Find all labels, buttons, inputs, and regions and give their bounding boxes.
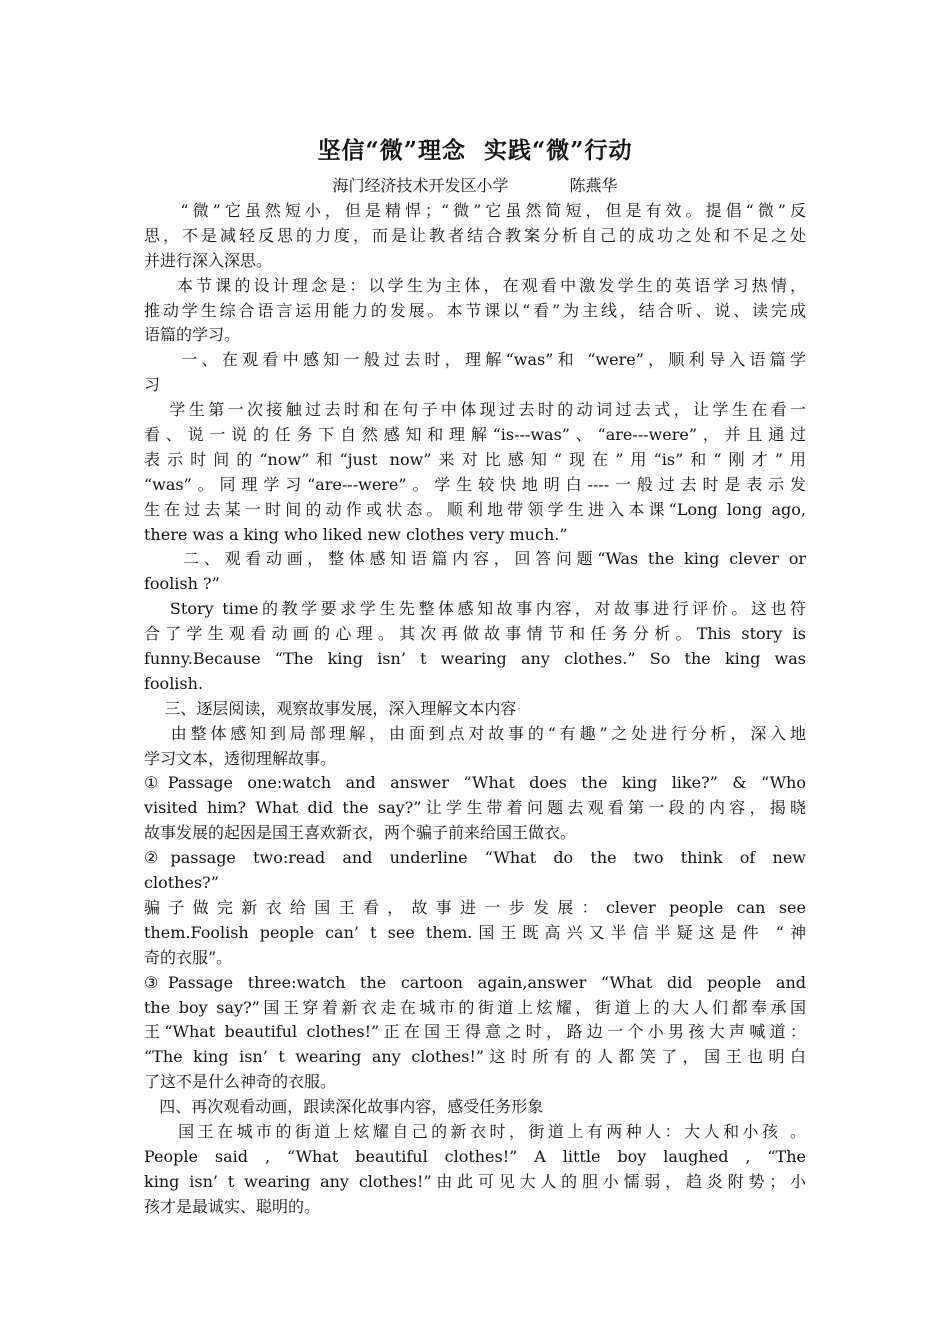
text-line: 孩才是最诚实、聪明的。 — [144, 1196, 321, 1216]
text-line: them.Foolish people can’ t see them.国王既高兴又半信半疑这是件 “神 — [144, 922, 806, 942]
text-line: 二、观看动画，整体感知语篇内容，回答问题“Was the king clever or — [144, 549, 806, 569]
text-line: foolish. — [144, 673, 204, 693]
text-line: 并进行深入深思。 — [144, 250, 273, 270]
text-line: 国王在城市的街道上炫耀自己的新衣时，街道上有两种人：大人和小孩 。 — [144, 1121, 806, 1141]
text-line: 生在过去某一时间的动作或状态。顺利地带领学生进入本课“Long long ago, — [144, 499, 806, 519]
text-line: 由整体感知到局部理解，由面到点对故事的“有趣”之处进行分析，深入地 — [144, 723, 806, 743]
text-line: 学生第一次接触过去时和在句子中体现过去时的动词过去式，让学生在看一 — [144, 400, 806, 420]
text-line: 骗子做完新衣给国王看，故事进一步发展：clever people can see — [144, 897, 806, 917]
text-line: 本节课的设计理念是：以学生为主体，在观看中激发学生的英语学习热情， — [144, 275, 806, 295]
text-line: Story time的教学要求学生先整体感知故事内容，对故事进行评价。这也符 — [144, 599, 806, 619]
text-line: ②passage two:read and underline “What do the two think of new — [144, 848, 806, 868]
text-line: ③Passage three:watch the cartoon again,answer “What did people and — [144, 972, 806, 992]
text-line: 学习文本，透彻理解故事。 — [144, 748, 337, 768]
text-line: 看、说一说的任务下自然感知和理解“is---was”、“are---were”，并且通过 — [144, 425, 806, 445]
text-line: king isn’ t wearing any clothes!”由此可见大人的胆小懦弱，趋炎附势；小 — [144, 1171, 806, 1191]
text-line: 王“What beautiful clothes!”正在国王得意之时，路边一个小男孩大声喊道： — [144, 1022, 806, 1042]
text-line: 三、逐层阅读，观察故事发展，深入理解文本内容 — [144, 698, 517, 718]
text-line: 习 — [144, 375, 161, 395]
text-line: 奇的衣服”。 — [144, 947, 233, 967]
text-line: ①Passage one:watch and answer “What does the king like?” & “Who — [144, 773, 806, 793]
text-line: 四、再次观看动画，跟读深化故事内容，感受任务形象 — [144, 1097, 544, 1117]
text-line: 表示时间的“now”和“just now”来对比感知“现在”用“is”和“刚才”用 — [144, 449, 806, 469]
text-line: “The king isn’ t wearing any clothes!”这时所有的人都笑了，国王也明白 — [144, 1047, 806, 1067]
text-line: “微”它虽然短小，但是精悍；“微”它虽然简短，但是有效。提倡“微”反 — [144, 201, 806, 220]
text-line: “was”。同理学习“are---were”。学生较快地明白----一般过去时是表示发 — [144, 474, 806, 494]
text-line: clothes?” — [144, 873, 219, 893]
text-line: People said , “What beautiful clothes!” A little boy laughed , “The — [144, 1146, 806, 1166]
text-line: 合了学生观看动画的心理。其次再做故事情节和任务分析。This story is — [144, 624, 806, 644]
text-line: foolish ?” — [144, 574, 220, 594]
text-line: 了这不是什么神奇的衣服。 — [144, 1072, 337, 1092]
text-line: there was a king who liked new clothes very much.” — [144, 524, 568, 544]
document-title: 坚信“微”理念 实践“微”行动 — [317, 137, 633, 164]
text-line: 故事发展的起因是国王喜欢新衣，两个骗子前来给国王做衣。 — [144, 823, 577, 843]
document-body — [144, 199, 806, 1220]
text-line: 一、在观看中感知一般过去时，理解“was”和 “were”，顺利导入语篇学 — [144, 350, 806, 370]
text-line: the boy say?”国王穿着新衣走在城市的街道上炫耀，街道上的大人们都奉承国 — [144, 997, 806, 1017]
author-byline: 海门经济技术开发区小学 陈燕华 — [332, 176, 618, 195]
text-line: visited him? What did the say?”让学生带着问题去观看第一段的内容，揭晓 — [144, 798, 806, 818]
text-line: 语篇的学习。 — [144, 325, 241, 345]
text-line: funny.Because “The king isn’ t wearing any clothes.” So the king was — [144, 649, 806, 669]
text-line: 推动学生综合语言运用能力的发展。本节课以“看”为主线，结合听、说、读完成 — [144, 300, 806, 320]
text-line: 思，不是减轻反思的力度，而是让教者结合教案分析自己的成功之处和不足之处 — [144, 225, 806, 245]
